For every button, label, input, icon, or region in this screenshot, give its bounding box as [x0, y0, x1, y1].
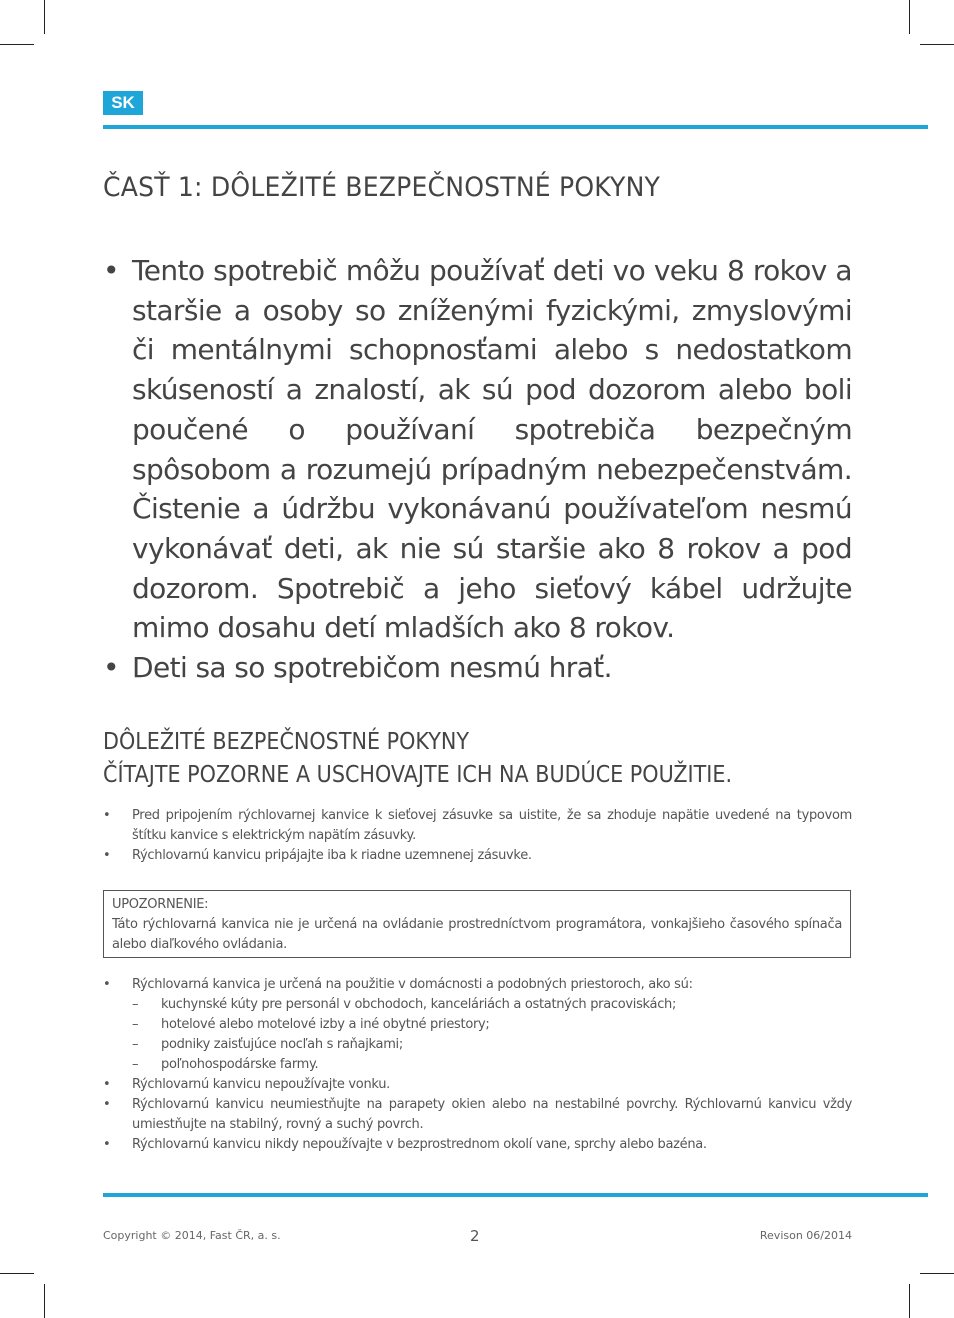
sub-list-item: – poľnohospodárske farmy. — [103, 1055, 852, 1075]
dash-icon: – — [132, 997, 139, 1012]
connection-list — [103, 806, 852, 866]
list-item: • Rýchlovarnú kanvicu nikdy nepoužívajte v bezprostrednom okolí vane, sprchy alebo bazéna. — [103, 1135, 852, 1155]
bullet-icon: • — [103, 651, 119, 685]
section-title: ČASŤ 1: DÔLEŽITÉ BEZPEČNOSTNÉ POKYNY — [103, 172, 661, 203]
bullet-icon: • — [103, 808, 111, 823]
bullet-icon: • — [103, 1077, 111, 1092]
crop-mark — [0, 1273, 34, 1274]
sub-list-item: – kuchynské kúty pre personál v obchodoch, kanceláriách a ostatných pracoviskách; — [103, 995, 852, 1015]
subheading-line: DÔLEŽITÉ BEZPEČNOSTNÉ POKYNY — [103, 729, 470, 755]
crop-mark — [44, 1284, 45, 1318]
warning-title: UPOZORNENIE: — [112, 897, 209, 912]
footer-copyright: Copyright © 2014, Fast ČR, a. s. — [103, 1229, 281, 1242]
crop-mark — [909, 1284, 910, 1318]
language-badge: SK — [103, 91, 143, 115]
main-safety-list — [103, 251, 852, 688]
top-rule — [103, 125, 928, 129]
dash-icon: – — [132, 1017, 139, 1032]
list-item: • Rýchlovarná kanvica je určená na použitie v domácnosti a podobných priestoroch, ako sú: — [103, 975, 852, 995]
subheading-line: ČÍTAJTE POZORNE A USCHOVAJTE ICH NA BUDÚCE POUŽITIE. — [103, 762, 733, 788]
crop-mark — [920, 1273, 954, 1274]
list-item: • Rýchlovarnú kanvicu neumiestňujte na parapety okien alebo na nestabilné povrchy. Rýchlovarnú kanvicu vždy umiestňujte na stabilný, rovný a suchý povrch. — [103, 1097, 852, 1132]
crop-mark — [0, 44, 34, 45]
warning-text: Táto rýchlovarná kanvica nie je určená na ovládanie prostredníctvom programátora, vonkajšieho časového spínača alebo diaľkového ovládania. — [112, 917, 842, 952]
dash-icon: – — [132, 1037, 139, 1052]
footer-revision: Revison 06/2014 — [759, 1229, 852, 1242]
sub-list-item: – hotelové alebo motelové izby a iné obytné priestory; — [103, 1015, 852, 1035]
dash-icon: – — [132, 1057, 139, 1072]
page-number: 2 — [470, 1227, 480, 1245]
list-item: • Rýchlovarnú kanvicu nepoužívajte vonku. — [103, 1075, 852, 1095]
bullet-icon: • — [103, 977, 111, 992]
list-item: • Rýchlovarnú kanvicu pripájajte iba k riadne uzemnenej zásuvke. — [103, 846, 852, 866]
warning-box — [103, 890, 851, 958]
subheading — [103, 726, 732, 792]
bullet-icon: • — [103, 848, 111, 863]
crop-mark — [920, 44, 954, 45]
list-item: • Tento spotrebič môžu používať deti vo veku 8 rokov a staršie a osoby so zníženými fyzickými, zmyslovými či mentálnymi schopnosťami alebo s nedostatkom skúseností a znalostí, ak sú pod dozorom alebo boli poučené o používaní spotrebiča bezpečným spôsobom a rozumejú prípadným nebezpečenstvám. Čistenie a údržbu vykonávanú používateľom nesmú vykonávať deti, ak nie sú staršie ako 8 rokov a pod dozorom. Spotrebič a jeho sieťový kábel udržujte mimo dosahu detí mladších ako 8 rokov. — [103, 251, 852, 648]
bottom-rule — [103, 1193, 928, 1197]
bullet-icon: • — [103, 1137, 111, 1152]
list-item: • Pred pripojením rýchlovarnej kanvice k sieťovej zásuvke sa uistite, že sa zhoduje napätie uvedené na typovom štítku kanvice s elektrickým napätím zásuvky. — [103, 808, 852, 843]
bullet-icon: • — [103, 254, 119, 287]
sub-list-item: – podniky zaisťujúce nocľah s raňajkami; — [103, 1035, 852, 1055]
usage-list — [103, 975, 852, 1155]
list-item: • Deti sa so spotrebičom nesmú hrať. — [103, 648, 852, 688]
bullet-icon: • — [103, 1097, 111, 1112]
crop-mark — [909, 0, 910, 34]
crop-mark — [44, 0, 45, 34]
